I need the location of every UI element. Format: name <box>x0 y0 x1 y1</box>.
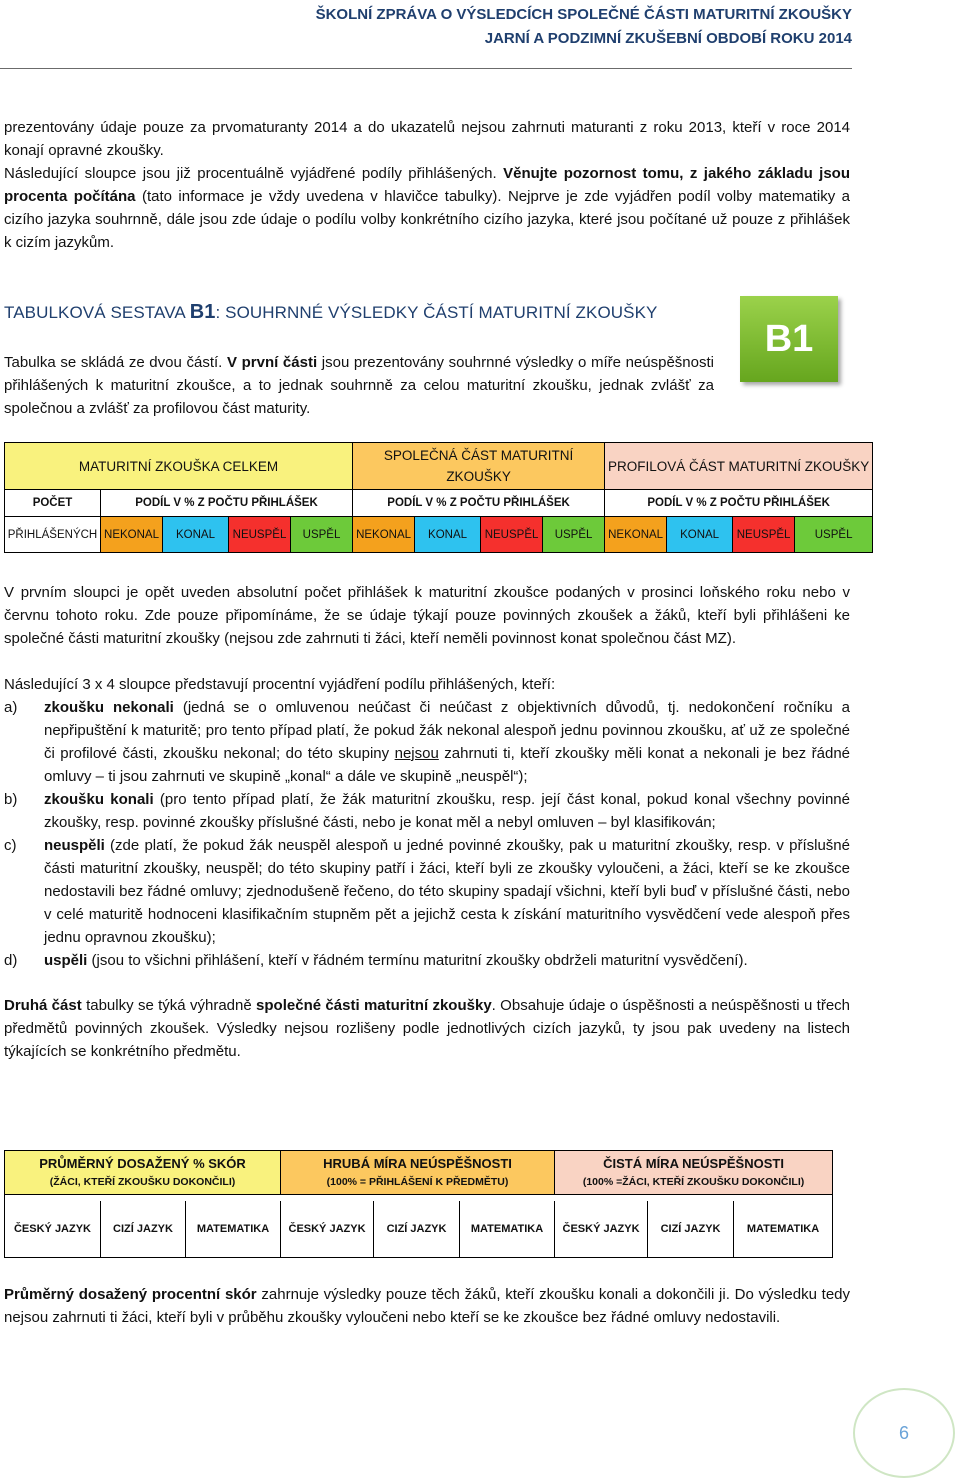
col-matematika: MATEMATIKA <box>460 1201 555 1258</box>
intro-paragraph <box>4 116 850 254</box>
col-uspel: USPĚL <box>291 517 353 553</box>
paragraph-sloupce: Následující 3 x 4 sloupce představují procentní vyjádření podílu přihlášených, kteří: <box>4 676 556 693</box>
col-nekonal: NEKONAL <box>605 517 667 553</box>
intro-text-2: Následující sloupce jsou již procentuálně vyjádřené podíly přihlášených. Věnujte pozornost tomu, z jakého základu jsou procenta počítána (tato informace je vždy uvedena v hlavičce tabulky). Nejprve je zde vyjádřen podíl volby matematiky a cizího jazyka souhrnně, dále jsou zde údaje o podílu volby konkrétního cizího jazyka, které jsou počítané už pouze z přihlášek k cizím jazykům. <box>4 165 850 251</box>
section-intro-paragraph: Tabulka se skládá ze dvou částí. V první části jsou prezentovány souhrnné výsledky o míře neúspěšnosti přihlášených k maturitní zkoušce, a to jednak souhrnně za celou maturitní zkoušku, jednak zvlášť za společnou a zvlášť za profilovou část maturity. <box>4 354 714 417</box>
category-list <box>4 696 850 972</box>
header-title: ŠKOLNÍ ZPRÁVA O VÝSLEDCÍCH SPOLEČNÉ ČÁSTI MATURITNÍ ZKOUŠKY <box>315 6 852 23</box>
header-cista-mira: ČISTÁ MÍRA NEÚSPĚŠNOSTI (100% =ŽÁCI, KTEŘÍ ZKOUŠKU DOKONČILI) <box>555 1151 833 1195</box>
header-hruba-mira: HRUBÁ MÍRA NEÚSPĚŠNOSTI (100% = PŘIHLÁŠENÍ K PŘEDMĚTU) <box>281 1151 555 1195</box>
col-cesky-jazyk: ČESKÝ JAZYK <box>5 1201 101 1258</box>
header-celkem: MATURITNÍ ZKOUŠKA CELKEM <box>5 443 353 490</box>
table-b1-part2 <box>4 1150 833 1258</box>
intro-text-1: prezentovány údaje pouze za prvomaturanty 2014 a do ukazatelů nejsou zahrnuti maturanti z roku 2013, kteří v roce 2014 konají opravné zkoušky. <box>4 119 850 159</box>
col-konal: KONAL <box>163 517 229 553</box>
header-subtitle: JARNÍ A PODZIMNÍ ZKUŠEBNÍ OBDOBÍ ROKU 2014 <box>484 30 852 47</box>
col-cizi-jazyk: CIZÍ JAZYK <box>648 1201 734 1258</box>
col-neuspel: NEUSPĚL <box>229 517 291 553</box>
list-item: d) uspěli (jsou to všichni přihlášení, kteří v řádném termínu maturitní zkoušky obdrželi maturitní vysvědčení). <box>4 952 748 969</box>
list-item: b) zkoušku konali (pro tento případ platí, že žák maturitní zkoušku, resp. její část konal, pokud konal všechny povinné zkoušky, resp. povinné zkoušky příslušné části, nebo je konat měl a nebyl omluven – byl klasifikován; <box>4 791 850 831</box>
col-neuspel: NEUSPĚL <box>733 517 795 553</box>
col-prihlasenych: PŘIHLÁŠENÝCH <box>5 517 101 553</box>
col-cesky-jazyk: ČESKÝ JAZYK <box>281 1201 374 1258</box>
paragraph-druha-cast: Druhá část tabulky se týká výhradně společné části maturitní zkoušky. Obsahuje údaje o úspěšnosti a neúspěšnosti u třech předmětů povinných zkoušek. Výsledky nejsou rozlišeny podle jednotlivých cizích jazyků, ty jsou pak uvedeny na listech týkajících se konkrétního předmětu. <box>4 997 851 1060</box>
header-spolecna: SPOLEČNÁ ČÁST MATURITNÍ ZKOUŠKY <box>353 443 605 490</box>
section-badge: B1 <box>740 296 838 382</box>
table-b1-part1 <box>4 442 873 553</box>
col-uspel: USPĚL <box>795 517 873 553</box>
intro-emphasis: Věnujte pozornost tomu, z jakého základu jsou procenta počítána <box>4 165 850 205</box>
page-number: 6 <box>853 1388 955 1478</box>
header-prumerny-skor: PRŮMĚRNÝ DOSAŽENÝ % SKÓR (ŽÁCI, KTEŘÍ ZKOUŠKU DOKONČILI) <box>5 1151 281 1195</box>
col-nekonal: NEKONAL <box>101 517 163 553</box>
paragraph-prumerny-skor: Průměrný dosažený procentní skór zahrnuje výsledky pouze těch žáků, kteří zkoušku konali a dokončili ji. Do výsledku tedy nejsou zahrnuti ti žáci, kteří byli v průběhu zkoušky vyloučeni nebo kteří se ke zkoušce bez řádné omluvy nedostavili. <box>4 1286 851 1326</box>
col-nekonal: NEKONAL <box>353 517 415 553</box>
list-item: c) neuspěli (zde platí, že pokud žák neuspěl alespoň u jedné povinné zkoušky, pak u maturitní zkoušky, resp. v příslušné části maturitní zkoušky, neuspěl; do této skupiny patří i žáci, kteří byli ze zkoušky vyloučeni, a žáci, kteří se ke zkoušce nedostavili bez řádné omluvy; zjednodušeně řečeno, do této skupiny spadají všichni, kteří byli buď v příslušné části, nebo v celé maturitě hodnoceni klasifikačním stupněm pět a jejichž cesta k získání maturitního vysvědčení vede alespoň přes jednu opravnou zkoušku); <box>4 837 850 946</box>
col-podil-profilova: PODÍL V % Z POČTU PŘIHLÁŠEK <box>605 490 873 517</box>
col-matematika: MATEMATIKA <box>186 1201 281 1258</box>
col-konal: KONAL <box>415 517 481 553</box>
col-cizi-jazyk: CIZÍ JAZYK <box>101 1201 186 1258</box>
paragraph-pocet: V prvním sloupci je opět uveden absolutní počet přihlášek k maturitní zkoušce podaných v prosinci loňského roku nebo v červnu tohoto roku. Zde pouze připomínáme, že se údaje týkají pouze povinných zkoušek a žáků, kteří byli přihlášeni ke společné části maturitní zkoušky (nejsou zde zahrnuti ti žáci, kteří neměli povinnost konat společnou část MZ). <box>4 584 850 647</box>
col-uspel: USPĚL <box>543 517 605 553</box>
col-pocet: POČET <box>5 490 101 517</box>
col-matematika: MATEMATIKA <box>734 1201 833 1258</box>
body-text <box>4 581 850 1063</box>
col-podil-celkem: PODÍL V % Z POČTU PŘIHLÁŠEK <box>101 490 353 517</box>
header-divider <box>0 68 852 69</box>
col-neuspel: NEUSPĚL <box>481 517 543 553</box>
list-item: a) zkoušku nekonali (jedná se o omluvenou neúčast či neúčast z objektivních důvodů, tj. nedokončení ročníku a nepřipuštění k maturitě; pro tento případ platí, že pokud žák nekonal alespoň jednu povinnou zkoušku, ať už ze společné či profilové části, zkoušku nekonal; do této skupiny nejsou zahrnuti ti, kteří zkoušky měli konat a nekonali je bez řádné omluvy – ti jsou zahrnuti ve skupině „konal“ a dále ve skupině „neuspěl“); <box>4 699 851 785</box>
section-title: TABULKOVÁ SESTAVA B1: SOUHRNNÉ VÝSLEDKY ČÁSTÍ MATURITNÍ ZKOUŠKY <box>4 301 658 323</box>
page-header <box>316 3 852 51</box>
col-konal: KONAL <box>667 517 733 553</box>
col-cizi-jazyk: CIZÍ JAZYK <box>374 1201 460 1258</box>
header-profilova: PROFILOVÁ ČÁST MATURITNÍ ZKOUŠKY <box>605 443 873 490</box>
col-podil-spolecna: PODÍL V % Z POČTU PŘIHLÁŠEK <box>353 490 605 517</box>
col-cesky-jazyk: ČESKÝ JAZYK <box>555 1201 648 1258</box>
